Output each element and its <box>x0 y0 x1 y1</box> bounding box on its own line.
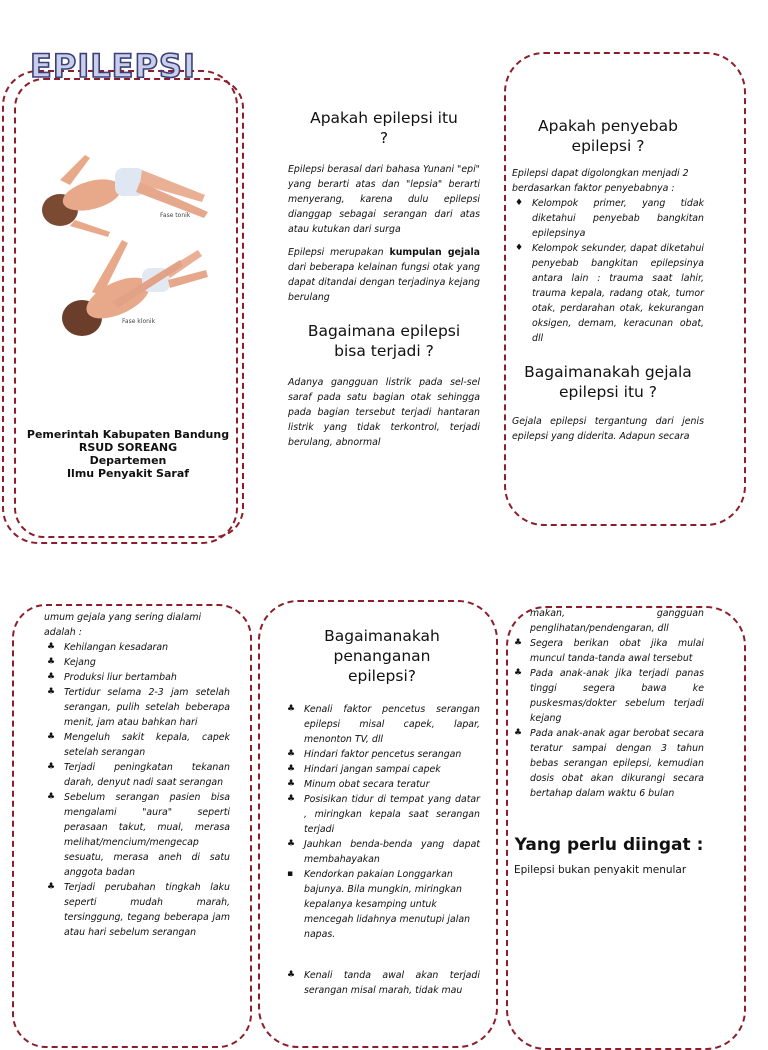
bullet-icon: ♦ <box>515 198 524 208</box>
club-bullet-icon: ♣ <box>47 762 56 772</box>
list-item: ♣ Terjadi perubahan tingkah laku seperti mudah marah, tersinggung, tegang beberapa jam atau hari sebelum serangan <box>47 882 230 938</box>
panel-what-is-epilepsy <box>288 108 480 450</box>
club-bullet-icon: ♣ <box>514 728 523 738</box>
small-bullet-icon: ▪ <box>287 869 294 879</box>
illustration-clonic-phase <box>30 230 230 340</box>
reminders-list <box>514 636 704 801</box>
club-bullet-icon: ♣ <box>47 792 56 802</box>
symptoms-body: Gejala epilepsi tergantung dari jenis epilepsi yang diderita. Adapun secara <box>512 416 704 442</box>
list-item: ♣ Terjadi peningkatan tekanan darah, denyut nadi saat serangan <box>47 762 230 788</box>
club-bullet-icon: ♣ <box>287 764 296 774</box>
list-item: ♣ Kenali faktor pencetus serangan epilepsi misal capek, lapar, menonton TV, dll <box>287 704 480 745</box>
heading-symptoms: Bagaimanakah gejala epilepsi itu ? <box>524 363 692 401</box>
list-item: ♣ Kenali tanda awal akan terjadi serangan misal marah, tidak mau <box>287 970 480 996</box>
list-item: ♣ Sebelum serangan pasien bisa mengalami "aura" seperti perasaan takut, mual, merasa melihat/mencium/mengecap sesuatu, merasa aneh di satu anggota badan <box>47 792 230 878</box>
list-item: ♣ Tertidur selama 2-3 jam setelah serangan, pulih setelah beberapa menit, jam atau bahkan hari <box>47 687 230 728</box>
org-line-hospital: RSUD SOREANG <box>78 441 178 454</box>
list-item: ♣ Posisikan tidur di tempat yang datar , miringkan kepala saat serangan terjadi <box>287 794 480 835</box>
what-is-body <box>288 162 480 305</box>
causes-body <box>512 166 704 346</box>
list-item: ♦ Kelompok primer, yang tidak diketahui penyebab bangkitan epilepsinya <box>515 198 704 239</box>
club-bullet-icon: ♣ <box>287 970 296 980</box>
club-bullet-icon: ♣ <box>47 642 56 652</box>
list-item: ♣ Produksi liur bertambah <box>47 672 177 683</box>
club-bullet-icon: ♣ <box>47 657 56 667</box>
club-bullet-icon: ♣ <box>287 839 296 849</box>
list-item: ♣ Mengeluh sakit kepala, capek setelah serangan <box>47 732 230 758</box>
list-item: ♣ Kejang <box>47 657 96 668</box>
symptoms-intro: umum gejala yang sering dialami adalah : <box>44 612 202 638</box>
reminders-intro: makan, gangguan penglihatan/pendengaran, dll <box>530 608 704 634</box>
club-bullet-icon: ♣ <box>287 749 296 759</box>
symptom-list <box>44 640 230 940</box>
org-line-government: Pemerintah Kabupaten Bandung <box>26 428 230 441</box>
clonic-phase-label: Fase klonik <box>122 318 156 325</box>
treatment-list-continued <box>284 968 480 998</box>
club-bullet-icon: ♣ <box>47 672 56 682</box>
list-item: ♣ Segera berikan obat jika mulai muncul tanda-tanda awal tersebut <box>514 638 704 664</box>
heading-how-it-happens: Bagaimana epilepsi bisa terjadi ? <box>307 322 461 360</box>
treatment-list <box>284 702 480 942</box>
list-item: ♣ Hindari faktor pencetus serangan <box>287 749 462 760</box>
panel-causes <box>512 116 704 444</box>
remember-body: Epilepsi bukan penyakit menular <box>514 864 687 876</box>
heading-treatment: Bagaimanakah penanganan epilepsi? <box>324 627 440 685</box>
heading-remember: Yang perlu diingat : <box>514 835 704 855</box>
club-bullet-icon: ♣ <box>287 794 296 804</box>
list-item: ♣ Jauhkan benda-benda yang dapat membahayakan <box>287 839 480 865</box>
list-item: ♣ Minum obat secara teratur <box>287 779 430 790</box>
club-bullet-icon: ♣ <box>47 732 56 742</box>
bullet-icon: ♦ <box>515 243 524 253</box>
panel-symptom-list <box>44 610 230 940</box>
list-item: ▪ Kendorkan pakaian Longgarkan bajunya. Bila mungkin, miringkan kepalanya kesamping untuk mencegah lidahnya menutupi jalan napas. <box>287 869 471 940</box>
club-bullet-icon: ♣ <box>287 704 296 714</box>
list-item: ♣ Pada anak-anak jika terjadi panas tinggi segera bawa ke puskesmas/dokter sebelum terjadi kejang <box>514 668 704 724</box>
heading-what-is-epilepsy: Apakah epilepsi itu ? <box>310 109 458 147</box>
causes-intro: Epilepsi dapat digolongkan menjadi 2 berdasarkan faktor penyebabnya : <box>512 168 689 194</box>
child-tonic-illustration <box>30 140 230 240</box>
how-it-happens-body: Adanya gangguan listrik pada sel-sel saraf pada satu bagian otak sehingga pada bagian tersebut terjadi hantaran listrik yang tidak terkontrol, terjadi berulang, abnormal <box>288 377 480 448</box>
list-item: ♣ Pada anak-anak agar berobat secara teratur sampai dengan 3 tahun bebas serangan epilepsi, kemudian dosis obat akan dikurangi secara bertahap dalam waktu 6 bulan <box>514 728 704 799</box>
illustration-tonic-phase <box>30 140 230 240</box>
brochure-logo: EPILEPSI <box>30 47 196 85</box>
list-item: ♦ Kelompok sekunder, dapat diketahui penyebab bangkitan epilepsinya antara lain : trauma saat lahir, trauma kepala, radang otak, tumor otak, perdarahan otak, kekurangan oksigen, demam, keracunan obat, dll <box>515 243 704 344</box>
panel-treatment <box>284 626 480 998</box>
club-bullet-icon: ♣ <box>287 779 296 789</box>
org-line-specialty: Ilmu Penyakit Saraf <box>66 467 190 480</box>
heading-causes: Apakah penyebab epilepsi ? <box>538 117 678 155</box>
club-bullet-icon: ♣ <box>514 668 523 678</box>
paragraph-definition: Epilepsi merupakan kumpulan gejala dari beberapa kelainan fungsi otak yang dapat ditandai dengan terjadinya kejang berulang <box>288 247 480 303</box>
causes-list <box>512 196 704 346</box>
panel-reminders <box>514 606 704 878</box>
club-bullet-icon: ♣ <box>47 882 56 892</box>
club-bullet-icon: ♣ <box>514 638 523 648</box>
paragraph-origin: Epilepsi berasal dari bahasa Yunani "epi" yang berarti atas dan "lepsia" berarti menyerang, karena dulu epilepsi dianggap sebagai serangan dari atas atau kutukan dari surga <box>288 164 480 235</box>
organization-block <box>18 428 238 480</box>
org-line-department: Departemen <box>89 454 167 467</box>
list-item: ♣ Kehilangan kesadaran <box>47 642 169 653</box>
club-bullet-icon: ♣ <box>47 687 56 697</box>
list-item: ♣ Hindari jangan sampai capek <box>287 764 441 775</box>
tonic-phase-label: Fase tonik <box>160 212 191 219</box>
